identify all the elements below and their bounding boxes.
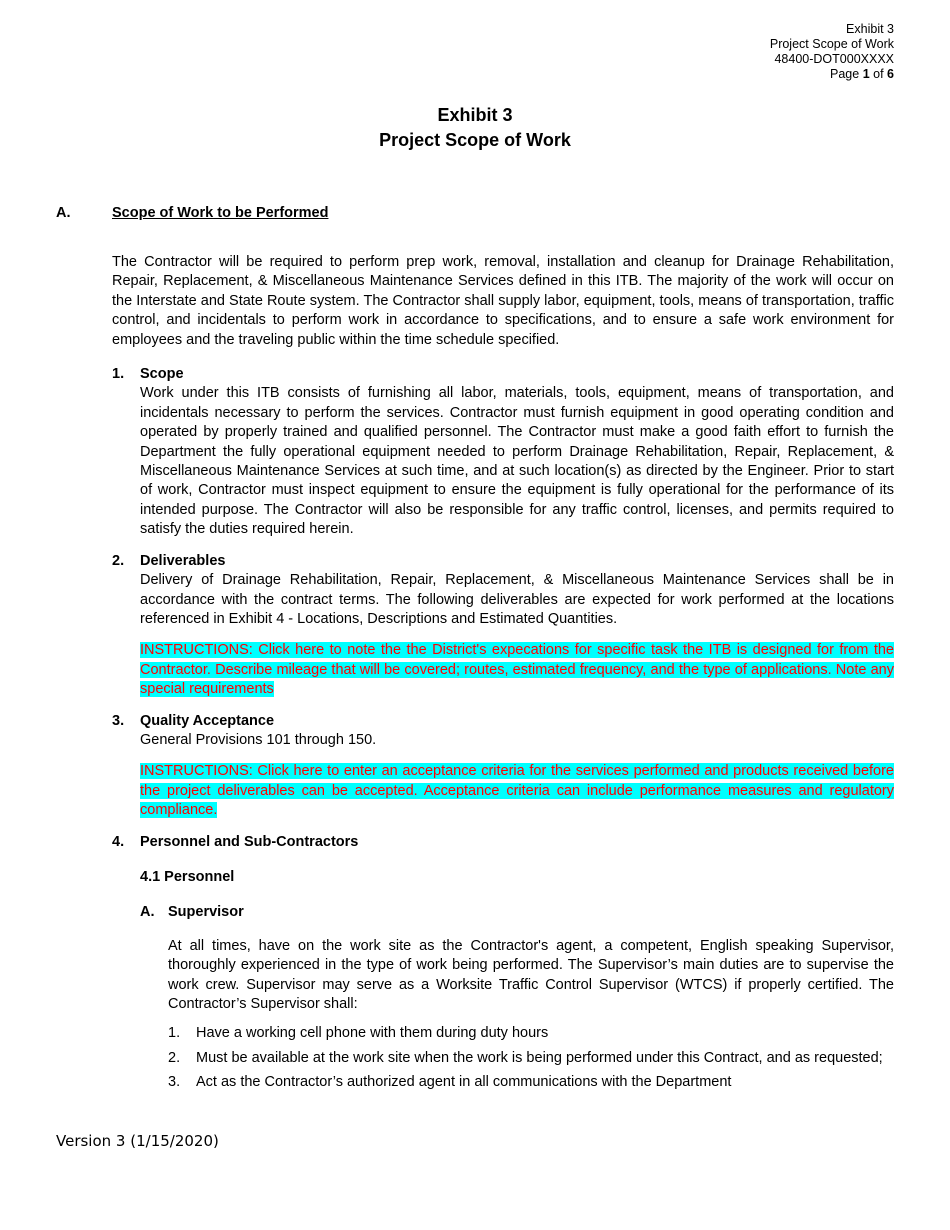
item-personnel bbox=[112, 833, 894, 888]
item-heading: Deliverables bbox=[140, 552, 226, 569]
item-scope bbox=[112, 365, 894, 540]
section-a-intro: The Contractor will be required to perform prep work, removal, installation and cleanup for Drainage Rehabilitation, Repair, Replacement, & Miscellaneous Maintenance Services defined in this ITB. The majority of the work will occur on the Interstate and State Route system. The Contractor shall supply labor, equipment, tools, means of transportation, traffic control, and incidentals to perform work in accordance to specifications, and to ensure a safe work environment for employees and the traveling public within the time schedule specified. bbox=[112, 254, 894, 348]
supervisor-duties bbox=[168, 1024, 894, 1092]
supervisor-heading: Supervisor bbox=[168, 904, 244, 921]
section-a-heading bbox=[56, 205, 328, 221]
list-text: Act as the Contractor’s authorized agent in all communications with the Department bbox=[196, 1074, 732, 1091]
header-doc-number: 48400-DOT000XXXX bbox=[774, 52, 894, 66]
header-exhibit: Exhibit 3 bbox=[846, 22, 894, 36]
title-exhibit: Exhibit 3 bbox=[437, 105, 513, 125]
item-deliverables bbox=[112, 552, 894, 700]
acceptance-instructions[interactable] bbox=[140, 762, 894, 820]
item-number: 1. bbox=[112, 366, 125, 383]
list-number: 2. bbox=[168, 1049, 181, 1066]
sub-heading-personnel: 4.1 Personnel bbox=[140, 868, 235, 885]
deliverables-instructions[interactable] bbox=[140, 641, 894, 699]
list-item bbox=[168, 1049, 894, 1068]
item-text: Delivery of Drainage Rehabilitation, Repair, Replacement, & Miscellaneous Maintenance Services shall be in accordance with the contract terms. The following deliverables are expected for work performed at the locations referenced in Exhibit 4 - Locations, Descriptions and Estimated Quantities. bbox=[140, 572, 894, 627]
supervisor-section bbox=[112, 903, 894, 1092]
item-number: 3. bbox=[112, 712, 125, 729]
instruction-highlight[interactable]: INSTRUCTIONS: Click here to note the the District's expecations for specific task the ITB is designed for from the Contractor. Describe mileage that will be covered; routes, estimated frequency, and the type of applications. Note any special requirements bbox=[140, 642, 894, 698]
document-body bbox=[112, 253, 894, 1093]
supervisor-label: A. bbox=[140, 904, 155, 921]
list-number: 1. bbox=[168, 1025, 181, 1042]
page-of: of bbox=[873, 67, 884, 81]
item-heading: Quality Acceptance bbox=[140, 712, 275, 729]
instruction-highlight[interactable]: INSTRUCTIONS: Click here to enter an acceptance criteria for the services performed and products received before the project deliverables can be accepted. Acceptance criteria can include performance measures and regulatory compliance. bbox=[140, 763, 894, 819]
title-scope: Project Scope of Work bbox=[379, 130, 571, 150]
item-heading: Scope bbox=[140, 366, 184, 383]
page-total: 6 bbox=[887, 67, 894, 81]
list-text: Must be available at the work site when the work is being performed under this Contract, and as requested; bbox=[196, 1049, 883, 1066]
header-page-number bbox=[770, 67, 894, 82]
section-a-title: Scope of Work to be Performed bbox=[112, 205, 329, 221]
item-number: 2. bbox=[112, 552, 125, 569]
list-item bbox=[168, 1024, 894, 1043]
section-a-label: A. bbox=[56, 205, 71, 221]
item-quality-acceptance bbox=[112, 712, 894, 821]
page-title bbox=[0, 103, 950, 153]
list-item bbox=[168, 1073, 894, 1092]
item-heading: Personnel and Sub-Contractors bbox=[140, 833, 359, 850]
page-prefix: Page bbox=[830, 67, 860, 81]
list-number: 3. bbox=[168, 1074, 181, 1091]
item-text: General Provisions 101 through 150. bbox=[140, 731, 377, 748]
item-number: 4. bbox=[112, 833, 125, 850]
supervisor-text: At all times, have on the work site as the Contractor's agent, a competent, English speaking Supervisor, thoroughly experienced in the type of work being performed. The Supervisor’s main duties are to supervise the work crew. Supervisor may serve as a Worksite Traffic Control Supervisor (WTCS) if properly certified. The Contractor’s Supervisor shall: bbox=[168, 937, 894, 1012]
page-header bbox=[770, 22, 894, 82]
list-text: Have a working cell phone with them during duty hours bbox=[196, 1025, 549, 1042]
version-footer: Version 3 (1/15/2020) bbox=[56, 1132, 219, 1150]
header-doc-title: Project Scope of Work bbox=[769, 37, 894, 51]
page-current: 1 bbox=[862, 67, 870, 81]
item-text: Work under this ITB consists of furnishing all labor, materials, tools, equipment, means of transportation, and incidentals necessary to perform the services. Contractor must furnish equipment in good operating condition and operated by properly trained and qualified personnel. The Contractor must make a good faith effort to furnish the Department the fully operational equipment needed to perform Drainage Rehabilitation, Repair, Replacement, & Miscellaneous Maintenance Services at such time, and at such location(s) as directed by the Engineer. Prior to start of work, Contractor must inspect equipment to ensure the equipment is fully operational for the performance of its intended purpose. The Contractor will also be responsible for any traffic control, licenses, and permits required to satisfy the duties required herein. bbox=[140, 385, 894, 538]
